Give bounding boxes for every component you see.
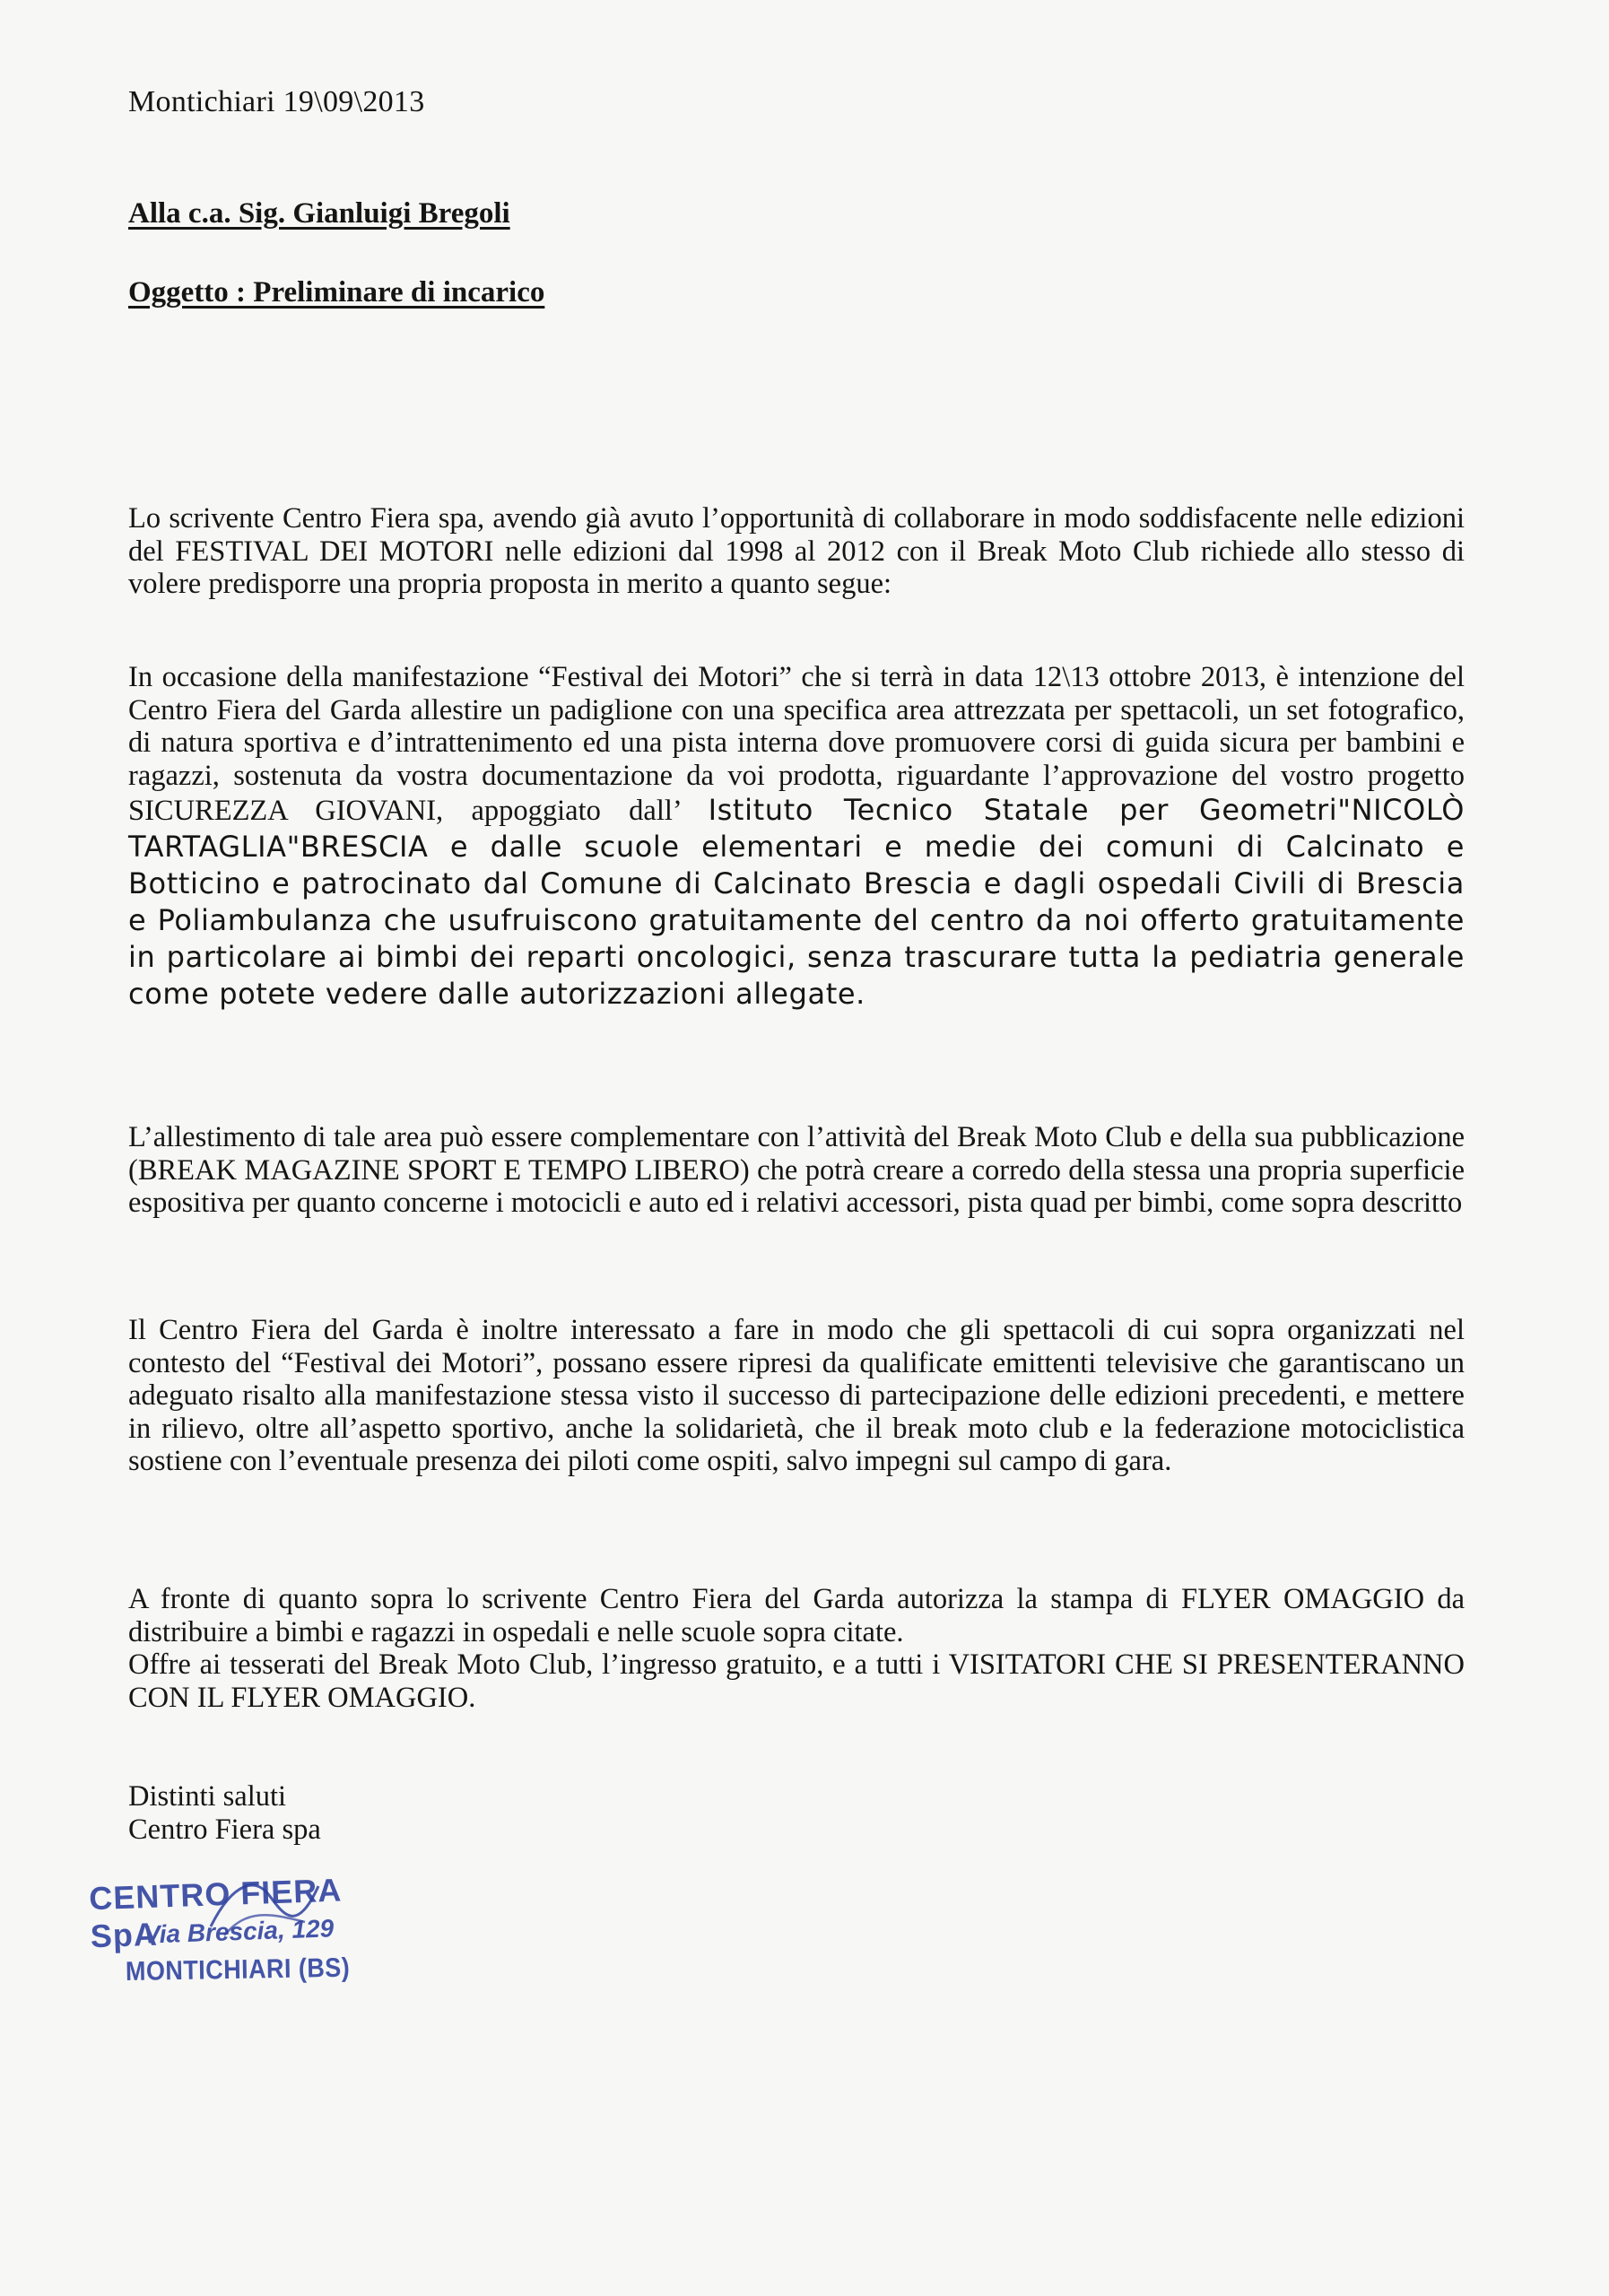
subject-line: Oggetto : Preliminare di incarico: [128, 276, 545, 309]
closing-block: [128, 1780, 321, 1847]
signature-scribble: [206, 1873, 323, 1944]
addressee-line: Alla c.a. Sig. Gianluigi Bregoli: [128, 197, 510, 230]
stamp-address: Via Brescia, 129: [143, 1914, 335, 1949]
stamp-company-name: CENTRO FIERA SpA: [88, 1871, 342, 1955]
paragraph-flyer-authorization: A fronte di quanto sopra lo scrivente Centro Fiera del Garda autorizza la stampa di FLYER OMAGGIO da distribuire a bimbi e ragazzi in ospedali e nelle scuole sopra citate.: [128, 1583, 1465, 1648]
paragraph-intro: Lo scrivente Centro Fiera spa, avendo già avuto l’opportunità di collaborare in modo soddisfacente nelle edizioni del FESTIVAL DEI MOTORI nelle edizioni dal 1998 al 2012 con il Break Moto Club richiede allo stesso di volere predisporre una propria proposta in merito a quanto segue:: [128, 502, 1465, 600]
paragraph-broadcast: Il Centro Fiera del Garda è inoltre interessato a fare in modo che gli spettacoli di cui sopra organizzati nel contesto del “Festival dei Motori”, possano essere ripresi da qualificate emittenti televisive che garantiscano un adeguato risalto alla manifestazione stessa visto il successo di partecipazione delle edizioni precedenti, e mettere in rilievo, oltre all’aspetto sportivo, anche la solidarietà, che il break moto club e la federazione motociclistica sostiene con l’eventuale presenza dei piloti come ospiti, salvo impegni sul campo di gara.: [128, 1314, 1465, 1477]
paragraph-event-serif-text: In occasione della manifestazione “Festival dei Motori” che si terrà in data 12\13 ottobre 2013, è intenzione del Centro Fiera del Garda allestire un padiglione con una specifica area attrezzata per spettacoli, un set fotografico, di natura sportiva e d’intrattenimento ed una pista interna dove promuovere corsi di guida sicura per bambini e ragazzi, sostenuta da vostra documentazione da voi prodotta, riguardante l’approvazione del vostro progetto SICUREZZA GIOVANI, appoggiato dall’: [128, 661, 1465, 827]
paragraph-flyer: [128, 1583, 1465, 1714]
paragraph-setup: L’allestimento di tale area può essere complementare con l’attività del Break Moto Club e della sua pubblicazione (BREAK MAGAZINE SPORT E TEMPO LIBERO) che potrà creare a corredo della stessa una propria superficie espositiva per quanto concerne i motocicli e auto ed i relativi accessori, pista quad per bimbi, come sopra descritto: [128, 1121, 1465, 1219]
closing-signer: Centro Fiera spa: [128, 1813, 321, 1846]
closing-salutation: Distinti saluti: [128, 1780, 287, 1813]
paragraph-event: [128, 661, 1465, 1013]
paragraph-flyer-offer: Offre ai tesserati del Break Moto Club, l’ingresso gratuito, e a tutti i VISITATORI CHE SI PRESENTERANNO CON IL FLYER OMAGGIO.: [128, 1648, 1465, 1714]
date-line: Montichiari 19\09\2013: [128, 85, 425, 118]
stamp-city: MONTICHIARI (BS): [125, 1952, 351, 1987]
paragraph-event-sans-text: Istituto Tecnico Statale per Geometri"NICOLÒ TARTAGLIA"BRESCIA e dalle scuole elementari e medie dei comuni di Calcinato e Botticino e patrocinato dal Comune di Calcinato Brescia e dagli ospedali Civili di Brescia e Poliambulanza che usufruiscono gratuitamente del centro da noi offerto gratuitamente in particolare ai bimbi dei reparti oncologici, senza trascurare tutta la pediatria generale come potete vedere dalle autorizzazioni allegate.: [128, 793, 1465, 1011]
